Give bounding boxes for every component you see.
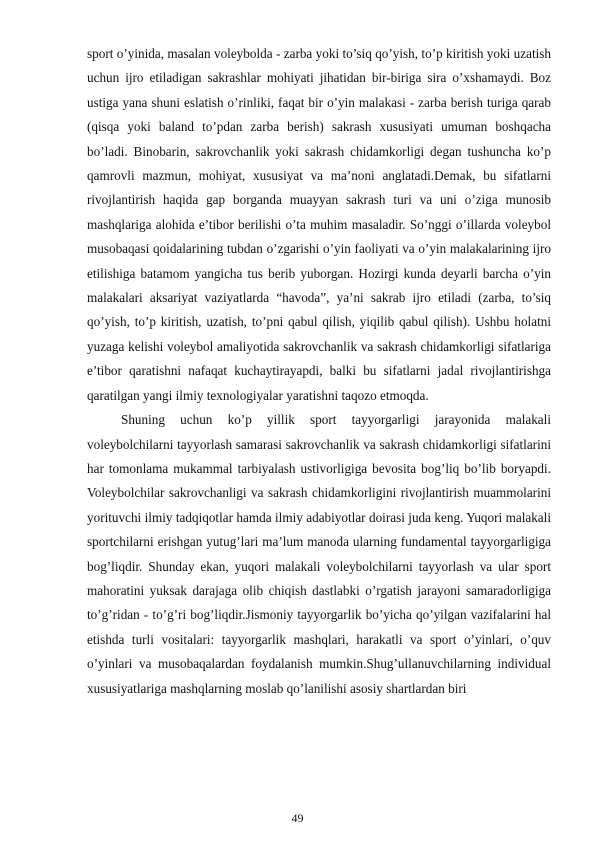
paragraph-2: Shuning uchun ko’p yillik sport tayyorgarligi jarayonida malakali voleybolchilarni tayyorlash samarasi sakrovchanlik va sakrash chidamkorligi sifatlarini har tomonlama mukammal tarbiyalash ustivorligiga bevosita bog’liq bo’lib boryapdi. Voleybolchilar sakrovchanligi va sakrash chidamkorligini rivojlantirish muammolarini yorituvchi ilmiy tadqiqotlar hamda ilmiy adabiyotlar doirasi juda keng. Yuqori malakali sportchilarni erishgan yutug’lari ma’lum manoda ularning fundamental tayyorgarligiga bog’liqdir. Shunday ekan, yuqori malakali voleybolchilarni tayyorlash va ular sport mahoratini yuksak darajaga olib chiqish dastlabki o’rgatish jarayoni samaradorligiga to’g’ridan - to’g’ri bog’liqdir.Jismoniy tayyorgarlik bo’yicha qo’yilgan vazifalarini hal etishda turli vositalari: tayyorgarlik mashqlari, harakatli va sport o’yinlari, o’quv o’yinlari va musobaqalardan foydalanish mumkin.Shug’ullanuvchilarning individual xususiyatlariga mashqlarning moslab qo’lanilishi asosiy shartlardan biri xyxy=(87,412,551,696)
paragraph-1: sport o’yinida, masalan voleybolda - zarba yoki to’siq qo’yish, to’p kiritish yoki uzatish uchun ijro etiladigan sakrashlar mohiyati jihatidan bir-biriga sira o’xshamaydi. Boz ustiga yana shuni eslatish o’rinliki, faqat bir o’yin malakasi - zarba berish turiga qarab (qisqa yoki baland to’pdan zarba berish) sakrash xususiyati umuman boshqacha bo’ladi. Binobarin, sakrovchanlik yoki sakrash chidamkorligi degan tushuncha ko’p qamrovli mazmun, mohiyat, xususiyat va ma’noni anglatadi.Demak, bu sifatlarni rivojlantirish haqida gap borganda muayyan sakrash turi va uni o’ziga munosib mashqlariga alohida e’tibor berilishi o’ta muhim masaladir. So’nggi o’illarda voleybol musobaqasi qoidalarining tubdan o’zgarishi o’yin faoliyati va o’yin malakalarining ijro etilishiga batamom yangicha tus berib yuborgan. Hozirgi kunda deyarli barcha o’yin malakalari aksariyat vaziyatlarda “havoda”, ya’ni sakrab ijro etiladi (zarba, to’siq qo’yish, to’p kiritish, uzatish, to’pni qabul qilish, yiqilib qabul qilish). Ushbu holatni yuzaga kelishi voleybol amaliyotida sakrovchanlik va sakrash chidamkorligi sifatlariga e’tibor qaratishni nafaqat kuchaytirayapdi, balki bu sifatlarni jadal rivojlantirishga qaratilgan yangi ilmiy texnologiyalar yaratishni taqozo etmoqda. xyxy=(87,46,551,403)
document-page xyxy=(87,42,551,701)
page-number: 49 xyxy=(291,811,304,825)
